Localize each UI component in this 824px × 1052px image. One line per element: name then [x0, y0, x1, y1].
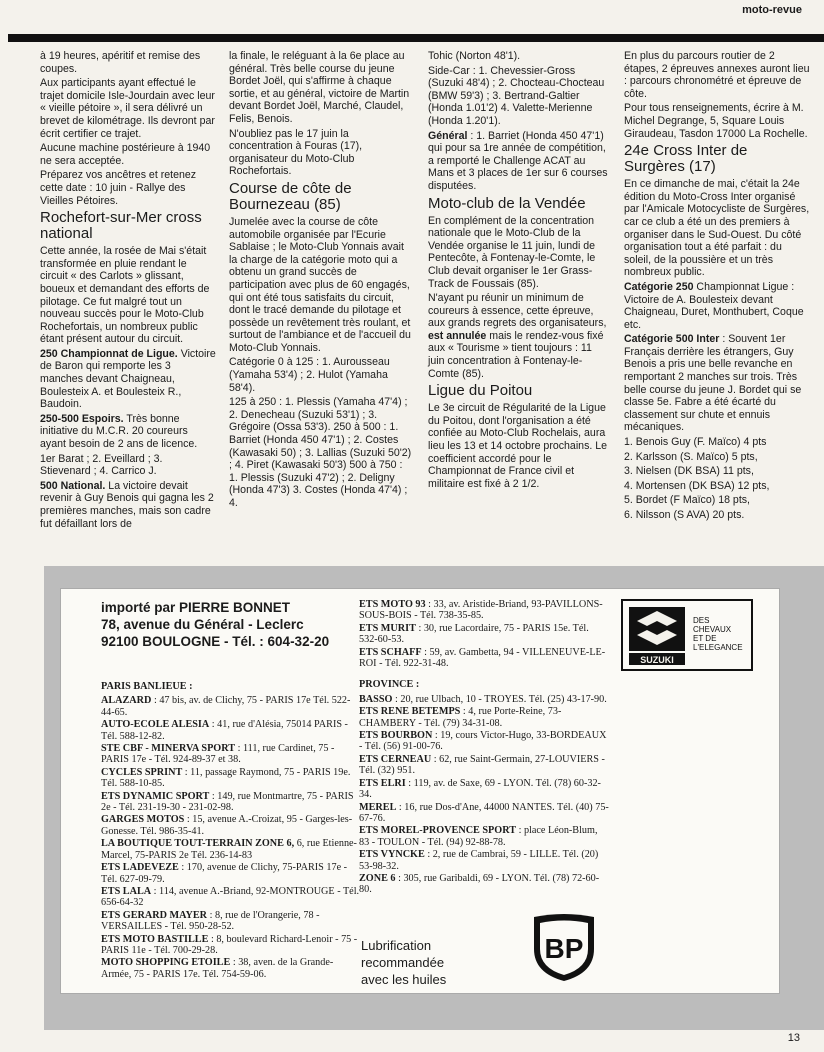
paragraph: Side-Car : 1. Chevessier-Gross (Suzuki 48'4) ; 2. Chocteau-Chocteau (BMW 59'3) ; 3. Bertrand-Galtier (Honda 1.01'2) 4. Valette-Merienne (Honda 1.20'1). — [428, 64, 605, 127]
paragraph: N'oubliez pas le 17 juin la concentration à Fouras (17), organisateur du Moto-Club Rochefortais. — [229, 127, 363, 178]
paragraph: à 19 heures, apéritif et remise des coupes. — [40, 50, 201, 75]
dealer-address: : 305, rue Garibaldi, 69 - LYON. Tél. (78) 72-60-80. — [359, 872, 600, 896]
paragraph: la finale, le reléguant à la 6e place au général. Très belle course du jeune Bordet Joël, qui s'affirme à chaque sortie, et au général, victoire de Martin devant Bordet Joël, Marché, Claudel, Felis, Benois. — [229, 50, 410, 125]
region-heading: PARIS BANLIEUE : — [101, 681, 193, 692]
paragraph: Catégorie 0 à 125 : 1. Aurousseau (Yamaha 53'4) ; 2. Hulot (Yamaha 58'4). — [229, 356, 390, 394]
dealer-address: : 149, rue Montmartre, 75 - PARIS 2e - Tél. 231-19-30 - 231-02-98. — [101, 790, 354, 814]
paragraph: En complément de la concentration nationale que le Moto-Club de la Vendée organise le 11 juin, lundi de Pentecôte, à Fontenay-le-Comte, le Club devait organiser le 1er Grass-Track de Foussais (85). — [428, 214, 596, 290]
dealer — [101, 886, 361, 909]
article-column-2 — [229, 50, 414, 512]
text: Très bonne initiative du M.C.R. 20 coureurs ayant besoin de 2 ans de licence. — [40, 412, 198, 451]
dealer-address: : 119, av. de Saxe, 69 - LYON. Tél. (78) 60-32-34. — [359, 777, 601, 801]
subheading: Général — [428, 129, 468, 142]
dealer-name: ETS VYNCKE — [359, 849, 425, 861]
page-number: 13 — [787, 1032, 800, 1044]
dealer-address: : 59, av. Gambetta, 94 - VILLENEUVE-LE-ROI - Tél. 922-31-48. — [359, 646, 606, 670]
dealer — [101, 719, 361, 742]
dealer-name: ETS BOURBON — [359, 730, 433, 742]
text: La victoire devait revenir à Guy Benois qui gagna les 2 premières manches, mais son cadre fut défaillant lors de — [40, 479, 214, 530]
dealer — [101, 791, 361, 814]
magazine-name: moto-revue — [742, 4, 802, 16]
dealer — [359, 706, 609, 729]
result-line: 4. Mortensen (DK BSA) 12 pts, — [624, 479, 770, 492]
dealer-address: : 20, rue Ulbach, 10 - TROYES. Tél. (25) 43-17-90. — [392, 693, 607, 705]
region-heading: PROVINCE : — [359, 679, 420, 691]
importer-block — [101, 599, 329, 650]
article-column-3 — [428, 50, 611, 492]
bp-letters: BP — [544, 933, 584, 964]
text: Victoire de Baron qui remporte les 3 manches devant Chaigneau, Boulesteix A. et Boulesteix R., Baudoin. — [40, 347, 216, 411]
subheading: Catégorie 500 Inter — [624, 333, 720, 346]
suzuki-s-icon — [623, 601, 751, 669]
paragraph — [40, 413, 216, 451]
paragraph — [624, 281, 810, 331]
dealer — [359, 825, 609, 848]
header-rule — [8, 34, 824, 42]
lubrication-line: recommandée — [361, 955, 445, 970]
dealer-name: ETS CERNEAU — [359, 753, 432, 765]
dealer-address: : 30, rue Lacordaire, 75 - PARIS 15e. Tél. 532-60-53. — [359, 622, 589, 646]
dealer-address: : 38, aven. de la Grande-Armée, 75 - PARIS 17e. Tél. 754-59-06. — [101, 957, 334, 980]
dealer-address: : 15, avenue A.-Croizat, 95 - Garges-les-Gonesse. Tél. 986-35-41. — [101, 814, 353, 837]
paragraph: En ce dimanche de mai, c'était la 24e édition du Moto-Cross Inter organisé par l'Amicale Motocycliste de Surgères, car ce club a été un des premiers à organiser dans le Sud-Ouest. Du côté organisation tout a été parfait : du soleil, de la poussière et un très nombreux public. — [624, 178, 810, 279]
lubrication-note — [361, 937, 446, 988]
dealer — [359, 849, 609, 872]
heading-poitou: Ligue du Poitou — [428, 382, 533, 400]
result-line: 1. Benois Guy (F. Maïco) 4 pts — [624, 436, 767, 449]
bp-logo — [529, 911, 599, 986]
brand-name: SUZUKI — [640, 655, 674, 665]
importer-phone: 92100 BOULOGNE - Tél. : 604-32-20 — [101, 634, 330, 649]
paragraph: Pour tous renseignements, écrire à M. Michel Degrange, 5, Square Louis Giraudeau, Tasdon 17000 La Rochelle. — [624, 102, 808, 140]
dealer — [359, 623, 609, 646]
bp-shield-icon — [529, 911, 599, 983]
dealer — [101, 767, 361, 790]
dealer — [359, 754, 609, 777]
paragraph: Préparez vos ancêtres et retenez cette date : 10 juin - Rallye des Vieilles Pétoires. — [40, 169, 197, 207]
dealer-address: : 8, boulevard Richard-Lenoir - 75 - PARIS 11e - Tél. 700-29-28. — [101, 933, 358, 956]
text: : 1. Barriet (Honda 450 47'1) qui pour sa 1re année de compétition, a remporté le Challenge ACAT au Mans et 3 places de 1er sur 6 courses disputées. — [428, 129, 608, 192]
dealer-address: : place Léon-Blum, 83 - TOULON - Tél. (94) 92-88-78. — [359, 825, 598, 848]
dealer-name: GARGES MOTOS — [101, 814, 185, 826]
dealer-name: ETS RENE BETEMPS — [359, 706, 461, 718]
dealer-name: BASSO — [359, 693, 393, 705]
paragraph: 125 à 250 : 1. Plessis (Yamaha 47'4) ; 2. Denecheau (Suzuki 53'1) ; 3. Grégoire (Ossa 53'3). 250 à 500 : 1. Barriet (Honda 450 47'1) ; 2. Costes (Kawasaki 50) ; 3. Lallias (Suzuki 50'2) ; 4. Piret (Kawasaki 50'3) 500 à 750 : 1. Plessis (Suzuki 47'2) ; 2. Deligny (Honda 47'3) 3. Costes (Honda 47'4) ; 4. — [229, 396, 412, 509]
paragraph — [428, 130, 611, 193]
dealer-name: ETS MOREL-PROVENCE SPORT — [359, 825, 517, 837]
heading-rochefort: Rochefort-sur-Mer cross national — [40, 209, 202, 243]
dealer — [101, 838, 361, 861]
result-line: 5. Bordet (F Maïco) 18 pts, — [624, 494, 750, 507]
text: mais le rendez-vous fixé aux « Tourisme » tient toujours : 11 juin concentration à Fontenay-le-Comte (85). — [428, 329, 604, 380]
text: N'ayant pu réunir un minimum de coureurs à essence, cette épreuve, aux grands regrets des organisateurs, — [428, 292, 607, 330]
paragraph: Cette année, la rosée de Mai s'était transformée en pluie rendant le circuit « des Carlots » glissant, boueux et demandant des efforts de pilotage. Ce fut malgré tout un nouveau succès pour le Moto-Club Rochefortais, un nombreux public étant présent autour du circuit. — [40, 245, 210, 346]
dealer-name: MEREL — [359, 801, 397, 813]
paragraph: Tohic (Norton 48'1). — [428, 50, 521, 62]
heading-vendee: Moto-club de la Vendée — [428, 194, 586, 212]
paragraph — [40, 480, 216, 530]
dealer-name: ETS MOTO 93 — [359, 599, 426, 610]
dealer-address: : 2, rue de Cambrai, 59 - LILLE. Tél. (20) 53-98-32. — [359, 849, 599, 872]
paragraph: 1er Barat ; 2. Eveillard ; 3. Stievenard ; 4. Carrico J. — [40, 452, 163, 478]
dealer — [359, 873, 609, 896]
paragraph: En plus du parcours routier de 2 étapes, 2 épreuves annexes auront lieu : parcours chronométré et épreuve de côte. — [624, 50, 810, 100]
dealer-address: : 8, rue de l'Orangerie, 78 - VERSAILLES - Tél. 950-28-52. — [101, 909, 320, 933]
dealer-name: ETS LALA — [101, 885, 152, 897]
text: : Souvent 1er Français derrière les étrangers, Guy Benois a pris une belle revanche en remportant 2 manches sur trois. Très belle course du jeune J. Bordet qui se classe 5e. Fabre a été écarté du classement sur chute et ennuis mécaniques. — [624, 333, 802, 434]
dealer-address: : 62, rue Saint-Germain, 27-LOUVIERS - Tél. (32) 951. — [359, 753, 605, 777]
subheading: 500 National. — [40, 479, 106, 492]
dealer-name: ETS MURIT — [359, 622, 416, 634]
paragraph: Le 3e circuit de Régularité de la Ligue du Poitou, dont l'organisation a été confiée au Moto-Club Rochelais, aura lieu les 13 et 14 octobre prochains. Le coefficient accordé pour le Championnat de France civil et militaire est fixé à 2 1/2. — [428, 402, 608, 490]
dealer-address: : 111, rue Cardinet, 75 - PARIS 17e - Tél. 924-89-37 et 38. — [101, 743, 335, 766]
importer-line: importé par PIERRE BONNET — [101, 600, 291, 615]
dealer — [359, 647, 609, 670]
paragraph — [624, 333, 810, 434]
dealer-address: : 19, cours Victor-Hugo, 33-BORDEAUX - Tél. (56) 91-00-76. — [359, 730, 607, 753]
dealer-name: AUTO-ECOLE ALESIA — [101, 719, 210, 731]
dealer-name: ETS MOTO BASTILLE — [101, 933, 209, 945]
dealer — [101, 862, 361, 885]
article-column-1 — [40, 50, 216, 532]
dealer-name: CYCLES SPRINT — [101, 766, 183, 778]
dealer-name: ETS LADEVEZE — [101, 862, 179, 874]
dealer-address: : 4, rue Porte-Reine, 73-CHAMBERY - Tél. (79) 34-31-08. — [359, 706, 562, 729]
importer-address: 78, avenue du Général - Leclerc — [101, 617, 304, 632]
suzuki-advertisement — [60, 588, 780, 994]
dealer-list-paris — [101, 675, 361, 981]
dealer-address: : 41, rue d'Alésia, 75014 PARIS - Tél. 588-12-82. — [101, 719, 348, 742]
paragraph: Jumelée avec la course de côte automobile organisée par l'Ecurie Sablaise ; le Moto-Club Yonnais avait la charge de la catégorie moto qui a obtenu un grand succès de participation avec plus de 60 engagés, qui ont été tous satisfaits du circuit, dont le tracé demande du pilotage et possède un revêtement très roulant, et surtout de l'ambiance et de l'accueil du Moto-Club Yonnais. — [229, 215, 411, 354]
slogan: DES CHEVAUX ET DE L'ELEGANCE — [693, 616, 743, 652]
text: Championnat Ligue : Victoire de A. Boulesteix devant Chaigneau, Duret, Monthubert, Coque etc. — [624, 280, 804, 331]
dealer-address: : 47 bis, av. de Clichy, 75 - PARIS 17e Tél. 522-44-65. — [101, 695, 351, 718]
dealer — [101, 695, 361, 718]
lubrication-line: avec les huiles — [361, 972, 447, 987]
emphasis: est annulée — [428, 329, 487, 342]
dealer — [359, 694, 609, 705]
dealer-name: ALAZARD — [101, 695, 152, 707]
dealer — [101, 957, 361, 980]
dealer-name: ETS SCHAFF — [359, 646, 422, 658]
dealer — [101, 743, 361, 766]
lubrication-line: Lubrification — [361, 938, 432, 953]
paragraph: Aux participants ayant effectué le trajet domicile Isle-Jourdain avec leur « vieille pétoire », il sera délivré un brevet de kilométrage. Ils devront par écrit certifier ce trajet. — [40, 77, 215, 140]
dealer — [101, 910, 361, 933]
article-column-4 — [624, 50, 810, 524]
dealer-name: ETS GERARD MAYER — [101, 909, 208, 921]
heading-surgeres: 24e Cross Inter de Surgères (17) — [624, 142, 748, 176]
dealer — [359, 778, 609, 801]
dealer-name: LA BOUTIQUE TOUT-TERRAIN ZONE 6, — [101, 838, 295, 850]
dealer-name: ZONE 6 — [359, 872, 396, 884]
subheading: 250-500 Espoirs. — [40, 412, 124, 425]
dealer-address: : 170, avenue de Clichy, 75-PARIS 17e - Tél. 627-09-79. — [101, 862, 348, 885]
dealer-address: 6, rue Etienne-Marcel, 75-PARIS 2e Tél. 236-14-83 — [101, 838, 357, 861]
dealer-name: ETS ELRI — [359, 777, 406, 789]
paragraph — [428, 292, 611, 380]
suzuki-logo — [621, 599, 753, 671]
subheading: 250 Championnat de Ligue. — [40, 347, 178, 360]
dealer-name: STE CBF - MINERVA SPORT — [101, 743, 236, 755]
dealer-name: MOTO SHOPPING ETOILE — [101, 957, 231, 969]
result-line: 6. Nilsson (S AVA) 20 pts. — [624, 509, 745, 521]
dealer — [359, 802, 609, 825]
result-line: 2. Karlsson (S. Maïco) 5 pts, — [624, 450, 758, 463]
dealer-address: : 16, rue Dos-d'Ane, 44000 NANTES. Tél. (40) 75-67-76. — [359, 801, 609, 824]
dealer-name: ETS DYNAMIC SPORT — [101, 790, 210, 802]
dealer-address: : 33, av. Aristide-Briand, 93-PAVILLONS-SOUS-BOIS - Tél. 738-35-85. — [359, 599, 603, 622]
paragraph: Aucune machine postérieure à 1940 ne sera acceptée. — [40, 142, 211, 167]
result-line: 3. Nielsen (DK BSA) 11 pts, — [624, 465, 754, 478]
heading-bournezeau: Course de côte de Bournezeau (85) — [229, 179, 352, 213]
dealer — [101, 934, 361, 957]
dealer-address: : 114, avenue A.-Briand, 92-MONTROUGE - Tél. 656-64-32 — [101, 885, 360, 909]
paragraph — [40, 348, 216, 411]
dealer — [359, 730, 609, 753]
dealer-address: : 11, passage Raymond, 75 - PARIS 19e. Tél. 588-10-85. — [101, 766, 351, 790]
subheading: Catégorie 250 — [624, 280, 694, 293]
dealer-list-province — [359, 599, 609, 897]
dealer — [359, 599, 609, 622]
dealer — [101, 814, 361, 837]
